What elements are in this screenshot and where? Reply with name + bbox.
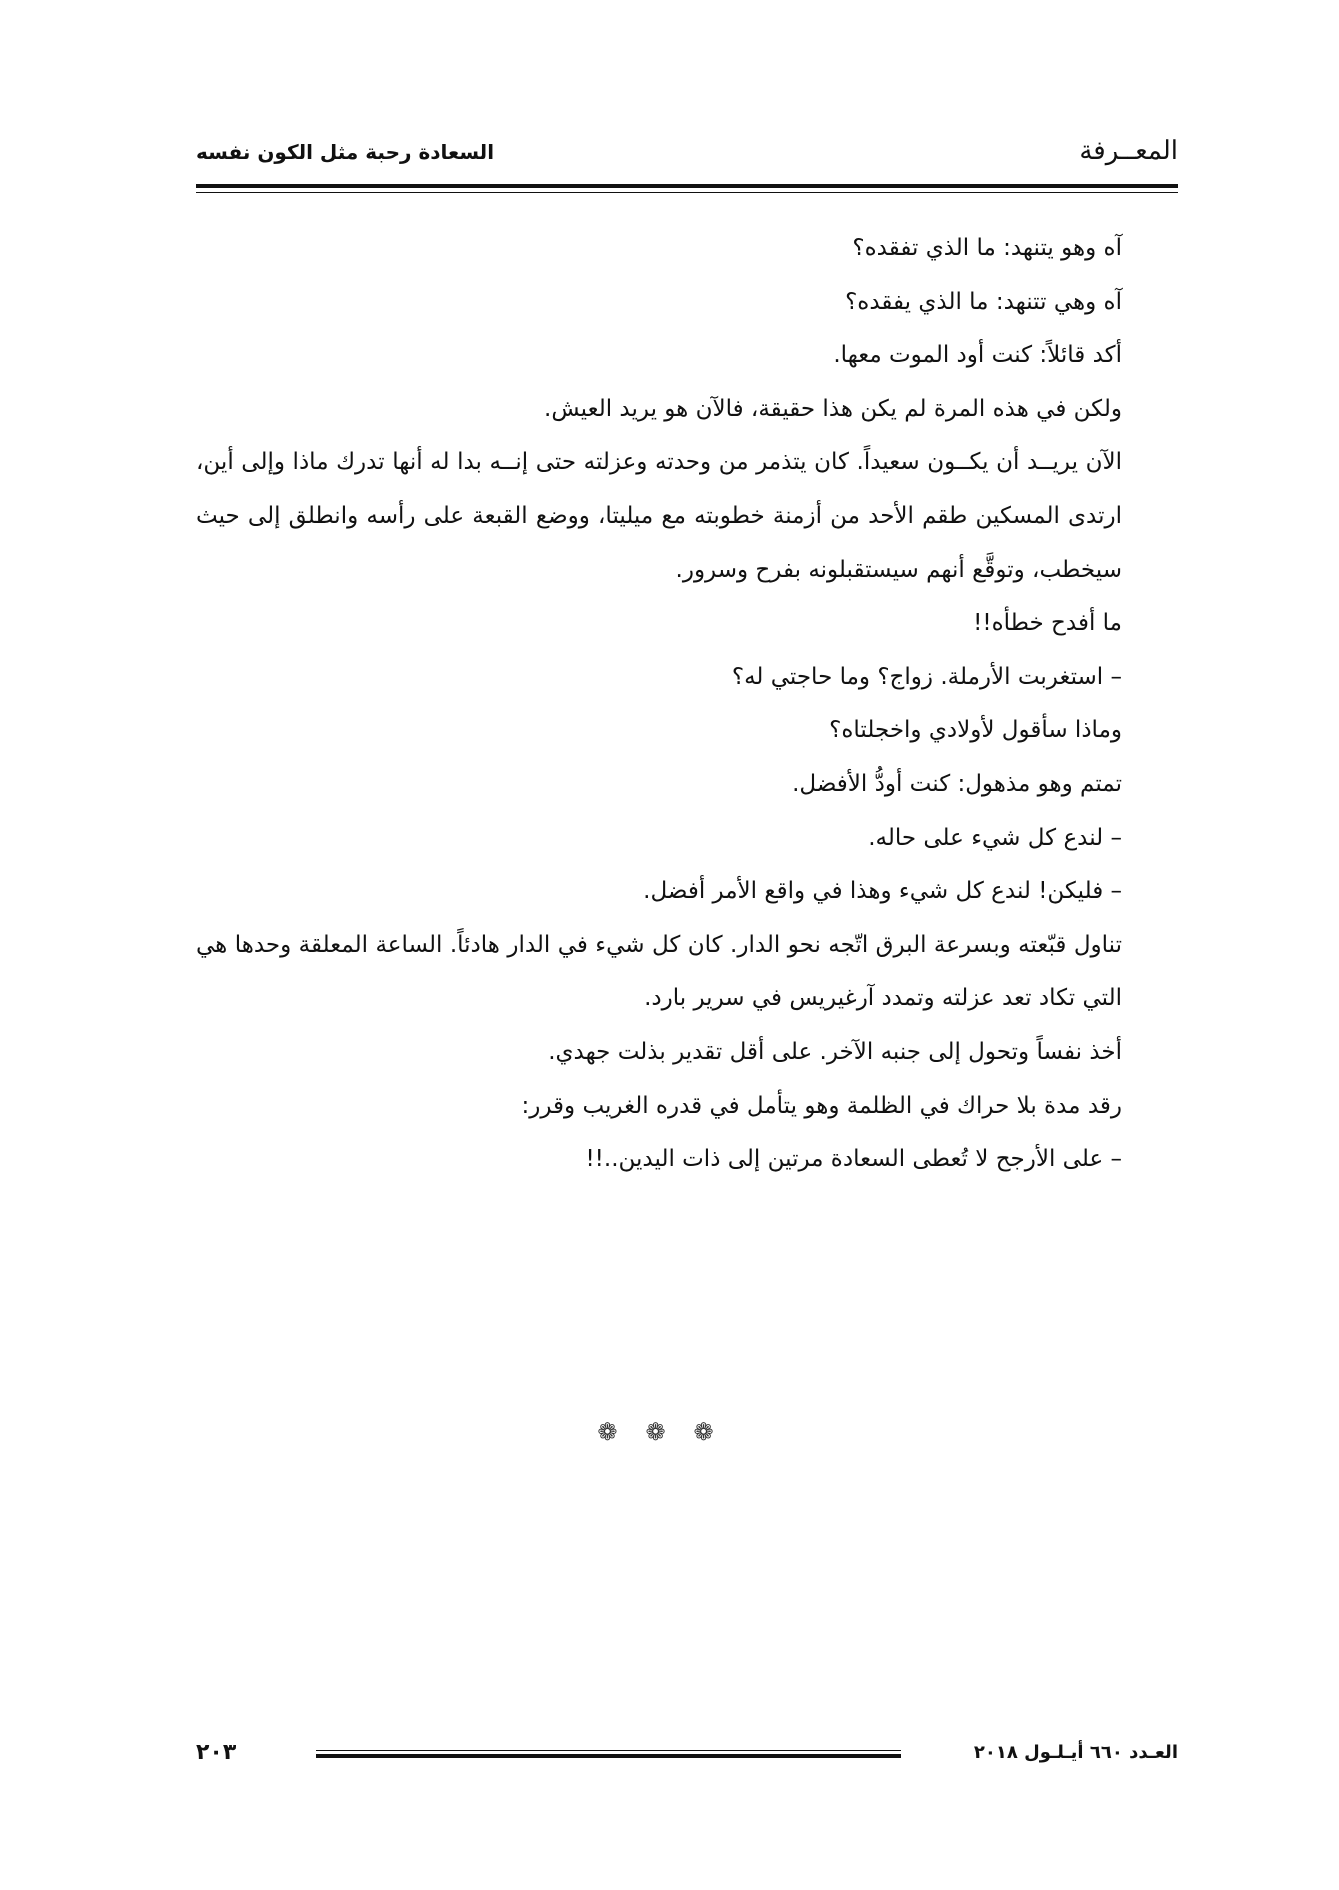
page-number: ٢٠٣ (196, 1740, 237, 1765)
paragraph: تمتم وهو مذهول: كنت أودُّ الأفضل. (792, 770, 1122, 797)
paragraph: أكد قائلاً: كنت أود الموت معها. (833, 342, 1122, 369)
footer-rule-thin (316, 1750, 901, 1751)
paragraph: رقد مدة بلا حراك في الظلمة وهو يتأمل في قدره الغريب وقرر: (521, 1092, 1122, 1119)
footer-rule-thick (316, 1754, 901, 1758)
paragraph: الآن يريــد أن يكــون سعيداً. كان يتذمر من وحدته وعزلته حتى إنــه بدا له أنها تدرك ماذا وإلى أين، ارتدى المسكين طقم الأحد من أزمنة خطوبته مع ميليتا، ووضع القبعة على رأسه وانطلق إلى حيث سيخطب، وتوقَّع أنهم سيستقبلونه بفرح وسرور. (196, 449, 1122, 583)
header-rule-thick (196, 184, 1178, 188)
journal-logo: المعــرفة (1079, 136, 1178, 166)
paragraph: آه وهي تتنهد: ما الذي يفقده؟ (845, 288, 1122, 315)
section-ornament: ❁❁❁ (597, 1418, 742, 1446)
page-footer (196, 1740, 1178, 1780)
paragraph: – على الأرجح لا تُعطى السعادة مرتين إلى ذات اليدين..!! (585, 1146, 1122, 1173)
paragraph: أخذ نفساً وتحول إلى جنبه الآخر. على أقل تقدير بذلت جهدي. (548, 1038, 1122, 1065)
page-header (196, 136, 1178, 186)
paragraph: وماذا سأقول لأولادي واخجلتاه؟ (829, 717, 1122, 744)
paragraph: آه وهو يتنهد: ما الذي تفقده؟ (852, 235, 1122, 261)
body-text (196, 222, 1178, 1187)
paragraph: – لندع كل شيء على حاله. (868, 824, 1122, 851)
paragraph: – فليكن! لندع كل شيء وهذا في واقع الأمر أفضل. (643, 878, 1122, 905)
paragraph: – استغربت الأرملة. زواج؟ وما حاجتي له؟ (731, 663, 1122, 690)
header-rule-thin (196, 192, 1178, 193)
paragraph: ولكن في هذه المرة لم يكن هذا حقيقة، فالآن هو يريد العيش. (544, 395, 1122, 422)
paragraph: ما أفدح خطأه!! (973, 610, 1122, 637)
paragraph: تناول قبّعته وبسرعة البرق اتّجه نحو الدار. كان كل شيء في الدار هادئاً. الساعة المعلقة وحدها هي التي تكاد تعد عزلته وتمدد آرغيريس في سرير بارد. (196, 931, 1122, 1012)
issue-info: العـدد ٦٦٠ أيـلـول ٢٠١٨ (973, 1742, 1178, 1763)
running-title: السعادة رحبة مثل الكون نفسه (196, 140, 495, 164)
